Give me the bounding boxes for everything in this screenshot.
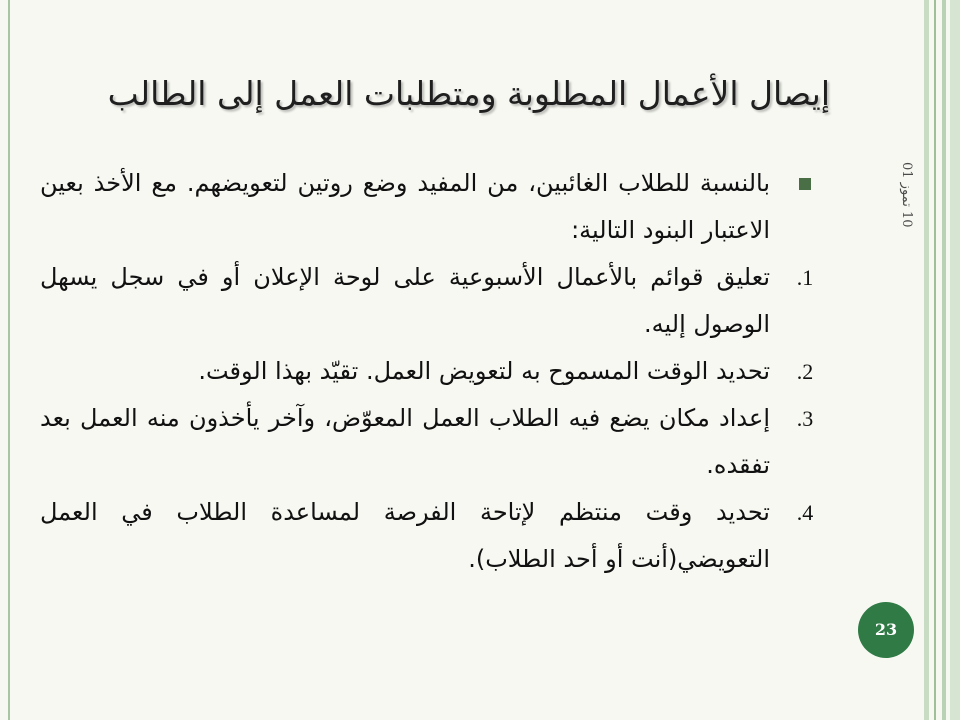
intro-bullet	[40, 160, 830, 254]
right-decor-bar	[934, 0, 936, 720]
left-frame-line	[8, 0, 10, 720]
list-item	[40, 254, 830, 348]
right-decor-bar	[950, 0, 960, 720]
list-item	[40, 348, 830, 395]
list-number: .2	[796, 359, 814, 384]
list-item	[40, 489, 830, 583]
intro-text: بالنسبة للطلاب الغائبين، من المفيد وضع روتين لتعويضهم. مع الأخذ بعين الاعتبار البنود التالية:	[40, 169, 770, 244]
slide-date: 10 تموز 01	[899, 162, 914, 228]
list-item-text: تحديد وقت منتظم لإتاحة الفرصة لمساعدة الطلاب في العمل التعويضي(أنت أو أحد الطلاب).	[40, 498, 770, 573]
list-number: .1	[796, 265, 814, 290]
list-number: .3	[796, 406, 814, 431]
square-bullet-icon	[799, 178, 811, 190]
page-number-badge: 23	[858, 602, 914, 658]
list-item-text: تعليق قوائم بالأعمال الأسبوعية على لوحة الإعلان أو في سجل يسهل الوصول إليه.	[40, 263, 770, 338]
right-decor-bar	[942, 0, 946, 720]
list-number: .4	[796, 500, 814, 525]
list-item-text: تحديد الوقت المسموح به لتعويض العمل. تقيّد بهذا الوقت.	[198, 357, 770, 385]
list-item	[40, 395, 830, 489]
right-decor-bar	[924, 0, 929, 720]
list-item-text: إعداد مكان يضع فيه الطلاب العمل المعوّض، وآخر يأخذون منه العمل بعد تفقده.	[40, 404, 770, 479]
bullet-marker	[780, 160, 830, 207]
slide-content	[40, 160, 830, 620]
slide-title: إيصال الأعمال المطلوبة ومتطلبات العمل إلى الطالب	[107, 74, 830, 113]
